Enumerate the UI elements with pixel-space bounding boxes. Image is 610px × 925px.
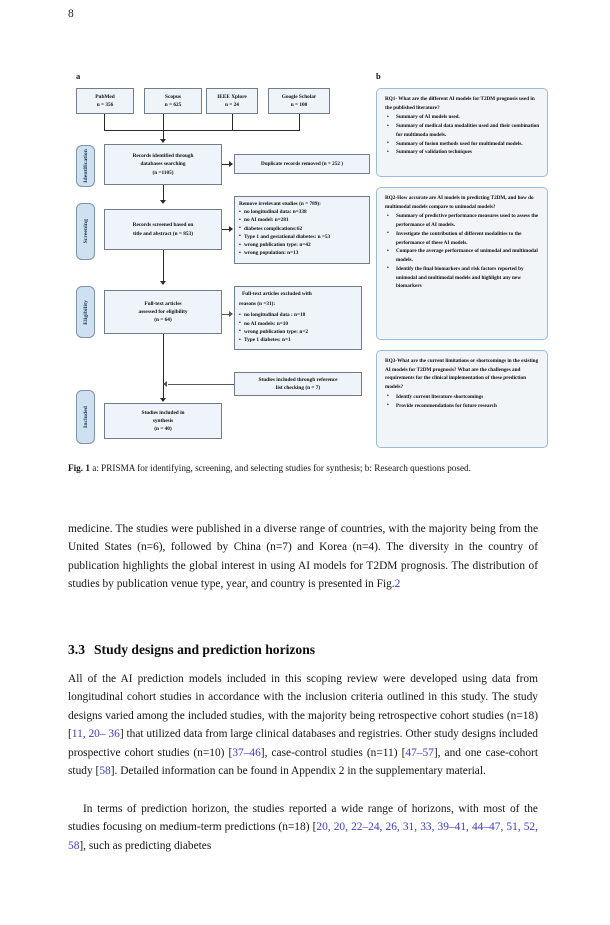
research-question-box-rq3 bbox=[376, 350, 548, 448]
bullet-item: • no AI model: n=281 bbox=[239, 216, 365, 224]
arrow-right-icon bbox=[229, 161, 233, 167]
source-count: n = 24 bbox=[225, 102, 239, 108]
stage-label: Included bbox=[82, 406, 89, 428]
figure-caption bbox=[68, 462, 538, 475]
body-paragraph-3 bbox=[68, 800, 538, 855]
research-question-item: • Summary of validation techniques bbox=[385, 148, 540, 157]
arrow-left-icon bbox=[163, 381, 167, 387]
source-count: n = 625 bbox=[164, 102, 182, 108]
research-question-items bbox=[385, 393, 540, 410]
research-question-box-rq1 bbox=[376, 88, 548, 177]
flow-box-line: Records screened based on bbox=[132, 222, 194, 229]
side-box-title: Full-text articles excluded with bbox=[242, 291, 312, 297]
connector-line bbox=[163, 130, 164, 139]
flow-box-line: Records identified through bbox=[132, 153, 194, 160]
reference-link[interactable]: 2 bbox=[394, 578, 401, 591]
reference-link[interactable]: 37–46 bbox=[232, 746, 261, 759]
flow-box-count: (n =1105) bbox=[152, 169, 174, 176]
bullet-item: • no AI models: n=10 bbox=[239, 320, 357, 328]
connector-line bbox=[163, 185, 164, 200]
side-box-bullet-list bbox=[239, 311, 357, 344]
source-box-ieee-xplore bbox=[206, 88, 258, 114]
side-box-title: Remove irrelevant studies (n = 789): bbox=[239, 201, 321, 207]
arrow-down-icon bbox=[160, 398, 166, 402]
body-paragraph-1 bbox=[68, 520, 538, 594]
connector-line bbox=[163, 114, 164, 130]
connector-line bbox=[299, 114, 300, 130]
source-name: IEEE Xplore bbox=[217, 93, 247, 100]
side-box-title: Duplicate records removed (n = 252 ) bbox=[260, 160, 343, 167]
connector-line bbox=[163, 334, 164, 398]
paragraph-text: ], and one case-cohort study [ bbox=[68, 746, 539, 778]
page-number: 8 bbox=[68, 8, 74, 20]
source-count: n = 100 bbox=[290, 102, 308, 108]
connector-line bbox=[222, 164, 229, 165]
paragraph-text: ] that utilized data from large clinical databases and registries. Other study designs included prospective cohort studies (n=10) [ bbox=[68, 728, 538, 759]
arrow-down-icon bbox=[160, 281, 166, 285]
figure-caption-text: a: PRISMA for identifying, screening, and selecting studies for synthesis; b: Research questions posed. bbox=[89, 463, 471, 473]
stage-label: Screening bbox=[82, 219, 89, 244]
source-name: PubMed bbox=[95, 93, 115, 100]
arrow-down-icon bbox=[160, 139, 166, 143]
flow-box-records-identified bbox=[104, 144, 222, 185]
research-question-text: RQ3-What are the current limitations or shortcomings in the existing AI models for T2DM prognosis? What are the challenges and requirements for the clinical implementation of these prediction models? bbox=[385, 358, 539, 391]
research-question-item: • Investigate the contribution of different modalities to the bbox=[385, 230, 540, 239]
section-heading bbox=[68, 642, 538, 658]
arrow-right-icon bbox=[229, 226, 233, 232]
research-question-item: • Summary of predictive performance measures used to assess the bbox=[385, 212, 540, 221]
side-box-title: reasons (n =31): bbox=[239, 301, 276, 308]
section-number: 3.3 bbox=[68, 642, 85, 657]
source-box-scopus bbox=[144, 88, 202, 114]
figure-caption-label: Fig. 1 bbox=[68, 463, 90, 473]
flow-box-studies-included bbox=[104, 403, 222, 439]
flow-box-fulltext-assessed bbox=[104, 290, 222, 334]
paragraph-text: ], case-control studies (n=11) [ bbox=[260, 746, 406, 759]
research-question-text: RQ2-How accurate are AI models in predicting T2DM, and how do multimodal models compare to unimodal models? bbox=[385, 195, 534, 210]
bullet-item: • no longitudinal data: n=338 bbox=[239, 208, 365, 216]
paragraph-text: All of the AI prediction models included in this scoping review were developed using data from longitudinal cohort studies in accordance with the inclusion criteria outlined in this study. The study designs varied among the included studies, with the majority being retrospective cohort studies (n=18) [ bbox=[68, 673, 538, 741]
stage-label: Eligibility bbox=[82, 299, 89, 325]
connector-line bbox=[222, 229, 229, 230]
source-name: Google Scholar bbox=[281, 93, 317, 100]
paragraph-text: medicine. The studies were published in a diverse range of countries, with the majority being from the United States (n=6), followed by China (n=7) and Korea (n=4). The diversity in the country of publication highlights the global interest in using AI models for T2DM prognosis. The distribution of studies by publication venue type, year, and country is presented in Fig. bbox=[68, 523, 538, 591]
flow-box-count: (n = 64) bbox=[154, 317, 172, 324]
side-box-bullet-list bbox=[239, 208, 365, 257]
source-box-google-scholar bbox=[268, 88, 330, 114]
flow-box-records-screened bbox=[104, 209, 222, 250]
stage-label: Identification bbox=[82, 149, 89, 183]
paragraph-text: ]. Detailed information can be found in Appendix 2 in the supplementary material. bbox=[110, 765, 486, 778]
stage-screening bbox=[76, 203, 95, 260]
research-question-item: • Provide recommendations for future research bbox=[385, 402, 540, 411]
section-title: Study designs and prediction horizons bbox=[94, 642, 316, 657]
side-box-irrelevant-studies bbox=[234, 196, 370, 264]
connector-line bbox=[163, 250, 164, 281]
paragraph-text: ], such as predicting diabetes bbox=[79, 839, 212, 852]
stage-included bbox=[76, 390, 95, 444]
bullet-item: • wrong publication type: n=2 bbox=[239, 328, 357, 336]
flow-box-line: Full-text articles bbox=[144, 300, 182, 307]
figure-1 bbox=[0, 58, 610, 458]
research-question-item: • Summary of medical data modalities used and their combination for multimoda models. bbox=[385, 122, 540, 139]
bullet-item: • Type 1 and gestational diabetes: n =53 bbox=[239, 233, 365, 241]
reference-link[interactable]: 20, 20, 22–24, 26, 31, 33, 39–41, 44–47, 51, 52, 58 bbox=[68, 821, 538, 852]
stage-eligibility bbox=[76, 286, 95, 338]
bullet-item: • diabetes complications:62 bbox=[239, 225, 365, 233]
research-question-box-rq2 bbox=[376, 187, 548, 340]
bullet-item: • wrong population: n=13 bbox=[239, 249, 365, 257]
connector-line bbox=[222, 314, 229, 315]
connector-line bbox=[232, 114, 233, 130]
stage-identification bbox=[76, 145, 95, 187]
panel-b-label: b bbox=[376, 71, 381, 81]
arrow-right-icon bbox=[229, 311, 233, 317]
paragraph-text: In terms of prediction horizon, the studies reported a wide range of horizons, with most of the studies focusing on medium-term predictions (n=18) [ bbox=[68, 803, 538, 834]
side-box-line: list checking (n = 7) bbox=[275, 385, 321, 391]
research-question-item: • Identfy current literature shortcomings bbox=[385, 393, 540, 402]
research-question-item-cont: performance of AI models. bbox=[396, 222, 456, 229]
flow-box-line: synthesis bbox=[152, 417, 174, 424]
panel-a-label: a bbox=[76, 71, 81, 81]
side-box-line: Studies included through reference bbox=[258, 376, 338, 383]
reference-link[interactable]: 11, 20– 36 bbox=[71, 728, 120, 741]
body-paragraph-2 bbox=[68, 670, 538, 781]
arrow-down-icon bbox=[160, 200, 166, 204]
flow-box-line: assessed for eligibility bbox=[138, 308, 188, 315]
research-question-item: • Identify the final biomarkers and risk factors reported by unimodal and multimodal models and highlight any new biomarkers bbox=[385, 265, 540, 291]
side-box-fulltext-excluded bbox=[234, 286, 362, 350]
flow-box-count: (n = 40) bbox=[154, 426, 172, 433]
bullet-item: • Type 1 diabetes: n=1 bbox=[239, 336, 357, 344]
source-name: Scopus bbox=[165, 93, 181, 100]
research-question-item: • Summary of fusion methods used for multimodal models. bbox=[385, 140, 540, 149]
flow-box-line: Studies included in bbox=[141, 409, 185, 416]
bullet-item: • wrong publication type: n=42 bbox=[239, 241, 365, 249]
flow-box-count: title and abstract (n = 853) bbox=[133, 230, 193, 237]
reference-link[interactable]: 47–57 bbox=[405, 746, 434, 759]
research-question-items bbox=[385, 212, 540, 291]
source-count: n = 356 bbox=[96, 102, 114, 108]
side-box-duplicates bbox=[234, 154, 370, 174]
connector-line bbox=[168, 384, 234, 385]
bullet-item: • no longitudinal data : n=18 bbox=[239, 311, 357, 319]
source-box-pubmed bbox=[76, 88, 134, 114]
research-question-item: • Summary of AI models used. bbox=[385, 113, 540, 122]
research-question-items bbox=[385, 113, 540, 157]
connector-line bbox=[104, 114, 105, 130]
research-question-item-cont: performance of these AI models. bbox=[396, 239, 468, 246]
side-box-reference-check bbox=[234, 372, 362, 396]
reference-link[interactable]: 58 bbox=[99, 765, 111, 778]
flow-box-line: databases searching bbox=[140, 161, 186, 168]
connector-bus bbox=[104, 130, 300, 131]
research-question-item: • Compare the average performance of unimodal and multimodal models. bbox=[385, 247, 540, 264]
research-question-text: RQ1- What are the different AI models for T2DM prognosis used in the published literature? bbox=[385, 96, 535, 111]
